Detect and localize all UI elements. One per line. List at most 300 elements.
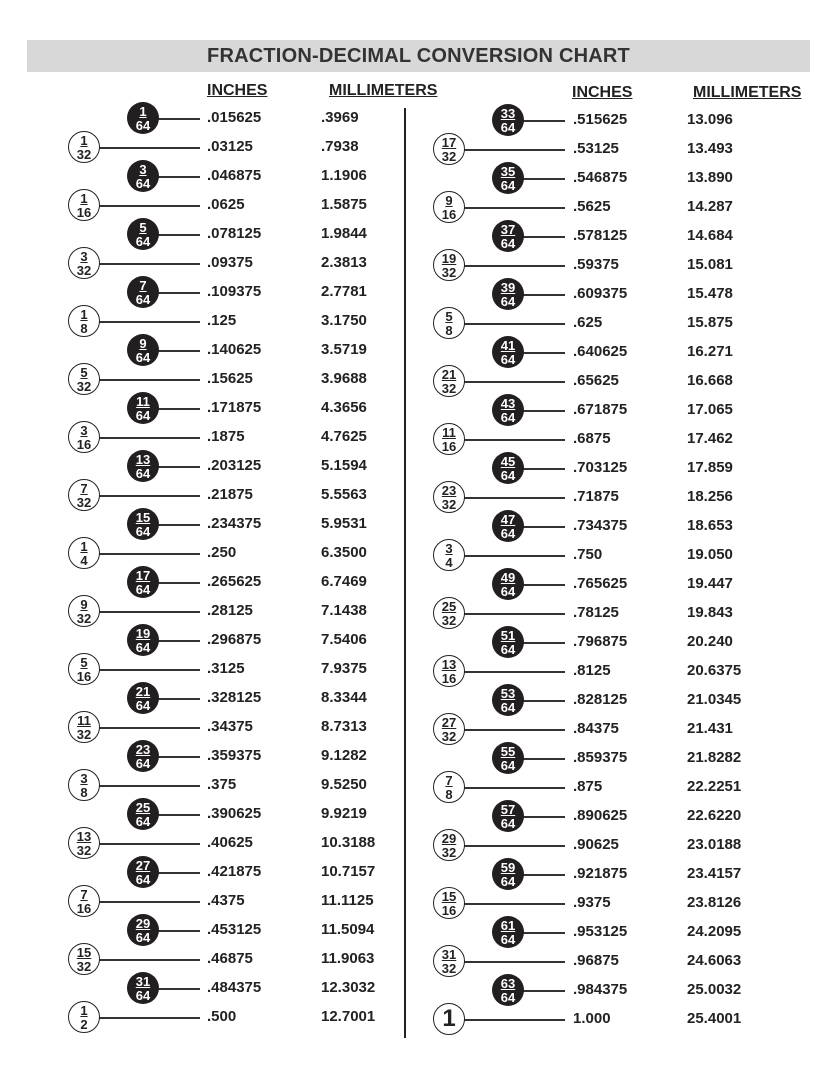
leader-line [98,611,200,613]
leader-line [463,439,565,441]
leader-line [157,872,200,874]
leader-line [98,263,200,265]
fraction-numerator: 29 [135,915,151,931]
fraction-denominator: 64 [135,581,151,597]
leader-line [463,323,565,325]
fraction-denominator: 64 [500,525,516,541]
millimeters-value: 18.653 [687,517,733,534]
fraction-circle [68,189,100,221]
inches-value: .359375 [207,747,262,764]
inches-value: .5625 [573,198,611,215]
millimeters-value: 23.4157 [687,865,742,882]
fraction-denominator: 64 [500,873,516,889]
leader-line [98,495,200,497]
millimeters-value: 13.493 [687,140,733,157]
inches-value: .390625 [207,805,262,822]
fraction-circle [433,307,465,339]
inches-value: .28125 [207,602,253,619]
inches-value: .109375 [207,283,262,300]
title-bar [27,40,810,72]
leader-line [98,379,200,381]
fraction-numerator: 21 [135,683,151,699]
millimeters-value: 9.9219 [321,805,367,822]
fraction-denominator: 16 [76,900,92,916]
inches-value: .34375 [207,718,253,735]
fraction-denominator: 32 [76,842,92,858]
leader-line [522,410,565,412]
inches-value: .953125 [573,923,628,940]
inches-value: .421875 [207,863,262,880]
fraction-numerator: 23 [441,482,457,498]
fraction-denominator: 16 [76,436,92,452]
inches-value: .84375 [573,720,619,737]
fraction-circle [68,885,100,917]
fraction-circle [127,624,159,656]
millimeters-value: 14.287 [687,198,733,215]
millimeters-value: 6.7469 [321,573,367,590]
leader-line [98,1017,200,1019]
fraction-circle [433,713,465,745]
leader-line [98,843,200,845]
chart-title: FRACTION-DECIMAL CONVERSION CHART [207,45,630,67]
leader-line [463,265,565,267]
millimeters-value: 11.1125 [321,892,374,909]
leader-line [98,901,200,903]
fraction-numerator: 31 [135,973,151,989]
fraction-numerator: 1 [80,1002,88,1018]
fraction-denominator: 64 [500,583,516,599]
fraction-numerator: 27 [441,714,457,730]
fraction-numerator: 7 [139,277,147,293]
leader-line [522,758,565,760]
millimeters-value: 6.3500 [321,544,367,561]
fraction-circle [433,655,465,687]
millimeters-value: 2.3813 [321,254,367,271]
fraction-numerator: 1 [80,306,88,322]
fraction-denominator: 64 [135,175,151,191]
inches-value: .296875 [207,631,262,648]
fraction-numerator: 55 [500,743,516,759]
millimeters-value: 1.1906 [321,167,367,184]
leader-line [157,756,200,758]
millimeters-value: 7.5406 [321,631,367,648]
leader-line [98,959,200,961]
fraction-denominator: 64 [135,755,151,771]
fraction-circle [127,682,159,714]
fraction-numerator: 5 [80,654,88,670]
fraction-circle [127,972,159,1004]
fraction-denominator: 2 [80,1016,88,1032]
millimeters-value: 15.478 [687,285,733,302]
fraction-numerator: 7 [445,772,453,788]
millimeters-value: 4.3656 [321,399,367,416]
fraction-numerator: 59 [500,859,516,875]
fraction-circle [433,365,465,397]
leader-line [98,785,200,787]
millimeters-value: 21.431 [687,720,733,737]
fraction-denominator: 64 [500,989,516,1005]
inches-value: .890625 [573,807,628,824]
leader-line [157,118,200,120]
fraction-numerator: 49 [500,569,516,585]
fraction-numerator: 3 [80,770,88,786]
fraction-denominator: 4 [445,554,453,570]
fraction-denominator: 32 [76,262,92,278]
leader-line [522,700,565,702]
inches-value: .53125 [573,140,619,157]
fraction-circle [433,249,465,281]
inches-value: .6875 [573,430,611,447]
millimeters-value: 24.2095 [687,923,742,940]
fraction-circle [127,334,159,366]
leader-line [463,903,565,905]
fraction-denominator: 64 [500,815,516,831]
inches-value: .828125 [573,691,628,708]
fraction-denominator: 64 [135,697,151,713]
fraction-numerator: 13 [441,656,457,672]
millimeters-value: 14.684 [687,227,733,244]
fraction-circle [492,278,524,310]
fraction-circle [492,104,524,136]
fraction-numerator: 17 [441,134,457,150]
fraction-numerator: 11 [77,712,91,728]
fraction-denominator: 64 [135,871,151,887]
fraction-circle [492,394,524,426]
leader-line [463,613,565,615]
leader-line [463,729,565,731]
fraction-circle [492,162,524,194]
fraction-numerator: 37 [500,221,516,237]
leader-line [157,988,200,990]
leader-line [463,555,565,557]
inches-value: .546875 [573,169,628,186]
fraction-numerator: 1 [442,1005,456,1032]
leader-line [98,727,200,729]
fraction-circle [127,856,159,888]
leader-line [522,874,565,876]
leader-line [98,669,200,671]
leader-line [522,120,565,122]
fraction-numerator: 1 [80,538,88,554]
inches-value: .625 [573,314,603,331]
fraction-numerator: 47 [500,511,516,527]
fraction-circle [433,597,465,629]
fraction-numerator: 15 [135,509,151,525]
inches-value: .4375 [207,892,245,909]
fraction-numerator: 19 [441,250,457,266]
inches-value: .859375 [573,749,628,766]
fraction-numerator: 61 [500,917,516,933]
millimeters-value: 21.0345 [687,691,742,708]
fraction-numerator: 5 [445,308,453,324]
millimeters-value: 25.0032 [687,981,742,998]
fraction-denominator: 32 [441,380,457,396]
leader-line [463,961,565,963]
inches-value: .59375 [573,256,619,273]
fraction-denominator: 16 [76,204,92,220]
fraction-circle [68,711,100,743]
fraction-numerator: 41 [500,337,516,353]
fraction-denominator: 8 [445,786,453,802]
fraction-denominator: 64 [135,987,151,1003]
inches-value: .40625 [207,834,253,851]
inches-value: .984375 [573,981,628,998]
fraction-numerator: 45 [500,453,516,469]
inches-value: .1875 [207,428,245,445]
fraction-numerator: 33 [500,105,516,121]
fraction-circle [68,305,100,337]
millimeters-value: 19.447 [687,575,733,592]
fraction-denominator: 64 [500,757,516,773]
fraction-denominator: 8 [80,320,88,336]
millimeters-value: .3969 [321,109,359,126]
fraction-circle [68,1001,100,1033]
fraction-numerator: 43 [500,395,516,411]
leader-line [157,640,200,642]
leader-line [522,352,565,354]
fraction-numerator: 7 [80,886,88,902]
fraction-denominator: 32 [441,960,457,976]
millimeters-value: 3.9688 [321,370,367,387]
fraction-numerator: 1 [139,103,147,119]
millimeters-value: 23.8126 [687,894,742,911]
leader-line [157,814,200,816]
fraction-circle [127,508,159,540]
inches-value: .09375 [207,254,253,271]
inches-value: .078125 [207,225,262,242]
millimeters-value: 3.5719 [321,341,367,358]
millimeters-value: 19.843 [687,604,733,621]
leader-line [463,845,565,847]
millimeters-value: 17.462 [687,430,733,447]
fraction-circle [492,800,524,832]
fraction-circle [68,537,100,569]
fraction-denominator: 64 [135,929,151,945]
millimeters-value: 18.256 [687,488,733,505]
fraction-denominator: 32 [76,610,92,626]
fraction-numerator: 9 [445,192,453,208]
fraction-circle [68,131,100,163]
fraction-denominator: 16 [441,206,457,222]
inches-value: .71875 [573,488,619,505]
inches-value: .265625 [207,573,262,590]
fraction-circle [433,945,465,977]
fraction-circle [492,626,524,658]
millimeters-value: 17.859 [687,459,733,476]
millimeters-value: 1.9844 [321,225,367,242]
fraction-numerator: 27 [135,857,151,873]
fraction-numerator: 3 [80,248,88,264]
fraction-circle [127,392,159,424]
fraction-denominator: 16 [441,670,457,686]
fraction-denominator: 32 [441,728,457,744]
inches-value: .140625 [207,341,262,358]
millimeters-value: 8.7313 [321,718,367,735]
fraction-denominator: 64 [500,351,516,367]
leader-line [157,234,200,236]
fraction-denominator: 64 [500,293,516,309]
leader-line [157,582,200,584]
leader-line [157,292,200,294]
fraction-circle [68,421,100,453]
fraction-numerator: 1 [80,132,88,148]
leader-line [157,466,200,468]
inches-value: .96875 [573,952,619,969]
millimeters-value: 7.1438 [321,602,367,619]
inches-value: .921875 [573,865,628,882]
inches-value: .640625 [573,343,628,360]
millimeters-value: 22.6220 [687,807,742,824]
fraction-denominator: 32 [76,378,92,394]
fraction-denominator: 32 [76,726,92,742]
inches-value: .796875 [573,633,628,650]
fraction-numerator: 51 [500,627,516,643]
leader-line [522,932,565,934]
fraction-numerator: 11 [136,393,150,409]
fraction-numerator: 63 [500,975,516,991]
fraction-numerator: 13 [135,451,151,467]
fraction-circle [127,740,159,772]
leader-line [98,205,200,207]
leader-line [463,497,565,499]
leader-line [463,207,565,209]
inches-value: .671875 [573,401,628,418]
inches-value: .9375 [573,894,611,911]
fraction-denominator: 64 [135,813,151,829]
inches-value: .453125 [207,921,262,938]
inches-value: .500 [207,1008,237,1025]
fraction-circle [433,481,465,513]
fraction-denominator: 64 [500,177,516,193]
fraction-denominator: 64 [135,117,151,133]
fraction-circle [68,827,100,859]
millimeters-value: 10.7157 [321,863,376,880]
fraction-denominator: 8 [80,784,88,800]
millimeters-value: 13.096 [687,111,733,128]
millimeters-value: 11.5094 [321,921,375,938]
fraction-numerator: 57 [500,801,516,817]
fraction-circle [68,479,100,511]
millimeters-value: 17.065 [687,401,733,418]
fraction-denominator: 64 [135,523,151,539]
inches-value: .15625 [207,370,253,387]
fraction-denominator: 64 [135,407,151,423]
fraction-denominator: 64 [135,291,151,307]
inches-value: .250 [207,544,237,561]
fraction-circle [433,423,465,455]
fraction-numerator: 11 [442,424,456,440]
millimeters-value: 10.3188 [321,834,376,851]
millimeters-value: 13.890 [687,169,733,186]
fraction-numerator: 9 [80,596,88,612]
leader-line [522,526,565,528]
fraction-circle [492,220,524,252]
inches-value: 1.000 [573,1010,611,1027]
millimeters-value: 12.7001 [321,1008,376,1025]
leader-line [522,178,565,180]
fraction-circle [127,160,159,192]
fraction-denominator: 32 [441,264,457,280]
fraction-denominator: 64 [135,233,151,249]
fraction-numerator: 7 [80,480,88,496]
fraction-numerator: 17 [135,567,151,583]
fraction-numerator: 23 [135,741,151,757]
millimeters-value: 20.6375 [687,662,742,679]
fraction-denominator: 64 [135,465,151,481]
fraction-numerator: 3 [445,540,453,556]
fraction-circle [127,450,159,482]
fraction-denominator: 32 [76,146,92,162]
leader-line [463,381,565,383]
fraction-numerator: 13 [76,828,92,844]
leader-line [463,671,565,673]
fraction-circle [492,858,524,890]
millimeters-value: 5.1594 [321,457,367,474]
inches-value: .90625 [573,836,619,853]
fraction-numerator: 25 [135,799,151,815]
millimeters-value: 9.1282 [321,747,367,764]
inches-value: .8125 [573,662,611,679]
fraction-circle [433,1003,465,1035]
inches-value: .0625 [207,196,245,213]
millimeters-value: 2.7781 [321,283,367,300]
leader-line [463,1019,565,1021]
header-right-inches: INCHES [572,84,633,101]
fraction-circle [68,769,100,801]
fraction-numerator: 3 [80,422,88,438]
fraction-denominator: 64 [500,409,516,425]
millimeters-value: 1.5875 [321,196,367,213]
fraction-denominator: 16 [76,668,92,684]
millimeters-value: 15.081 [687,256,733,273]
fraction-numerator: 1 [80,190,88,206]
leader-line [463,787,565,789]
fraction-circle [492,452,524,484]
fraction-denominator: 64 [500,119,516,135]
millimeters-value: 9.5250 [321,776,367,793]
millimeters-value: 11.9063 [321,950,375,967]
leader-line [463,149,565,151]
fraction-numerator: 29 [441,830,457,846]
inches-value: .78125 [573,604,619,621]
fraction-denominator: 32 [441,844,457,860]
leader-line [98,147,200,149]
millimeters-value: 7.9375 [321,660,367,677]
inches-value: .234375 [207,515,262,532]
millimeters-value: 19.050 [687,546,733,563]
fraction-circle [68,363,100,395]
leader-line [522,468,565,470]
fraction-denominator: 16 [441,902,457,918]
fraction-circle [433,191,465,223]
fraction-denominator: 64 [135,349,151,365]
millimeters-value: 12.3032 [321,979,376,996]
fraction-denominator: 4 [80,552,88,568]
leader-line [98,321,200,323]
fraction-circle [433,771,465,803]
inches-value: .015625 [207,109,262,126]
fraction-circle [127,566,159,598]
millimeters-value: 8.3344 [321,689,367,706]
millimeters-value: 5.5563 [321,486,367,503]
millimeters-value: 5.9531 [321,515,367,532]
inches-value: .125 [207,312,237,329]
fraction-circle [127,798,159,830]
fraction-circle [492,510,524,542]
fraction-circle [492,974,524,1006]
header-left-inches: INCHES [207,82,268,99]
fraction-circle [127,218,159,250]
